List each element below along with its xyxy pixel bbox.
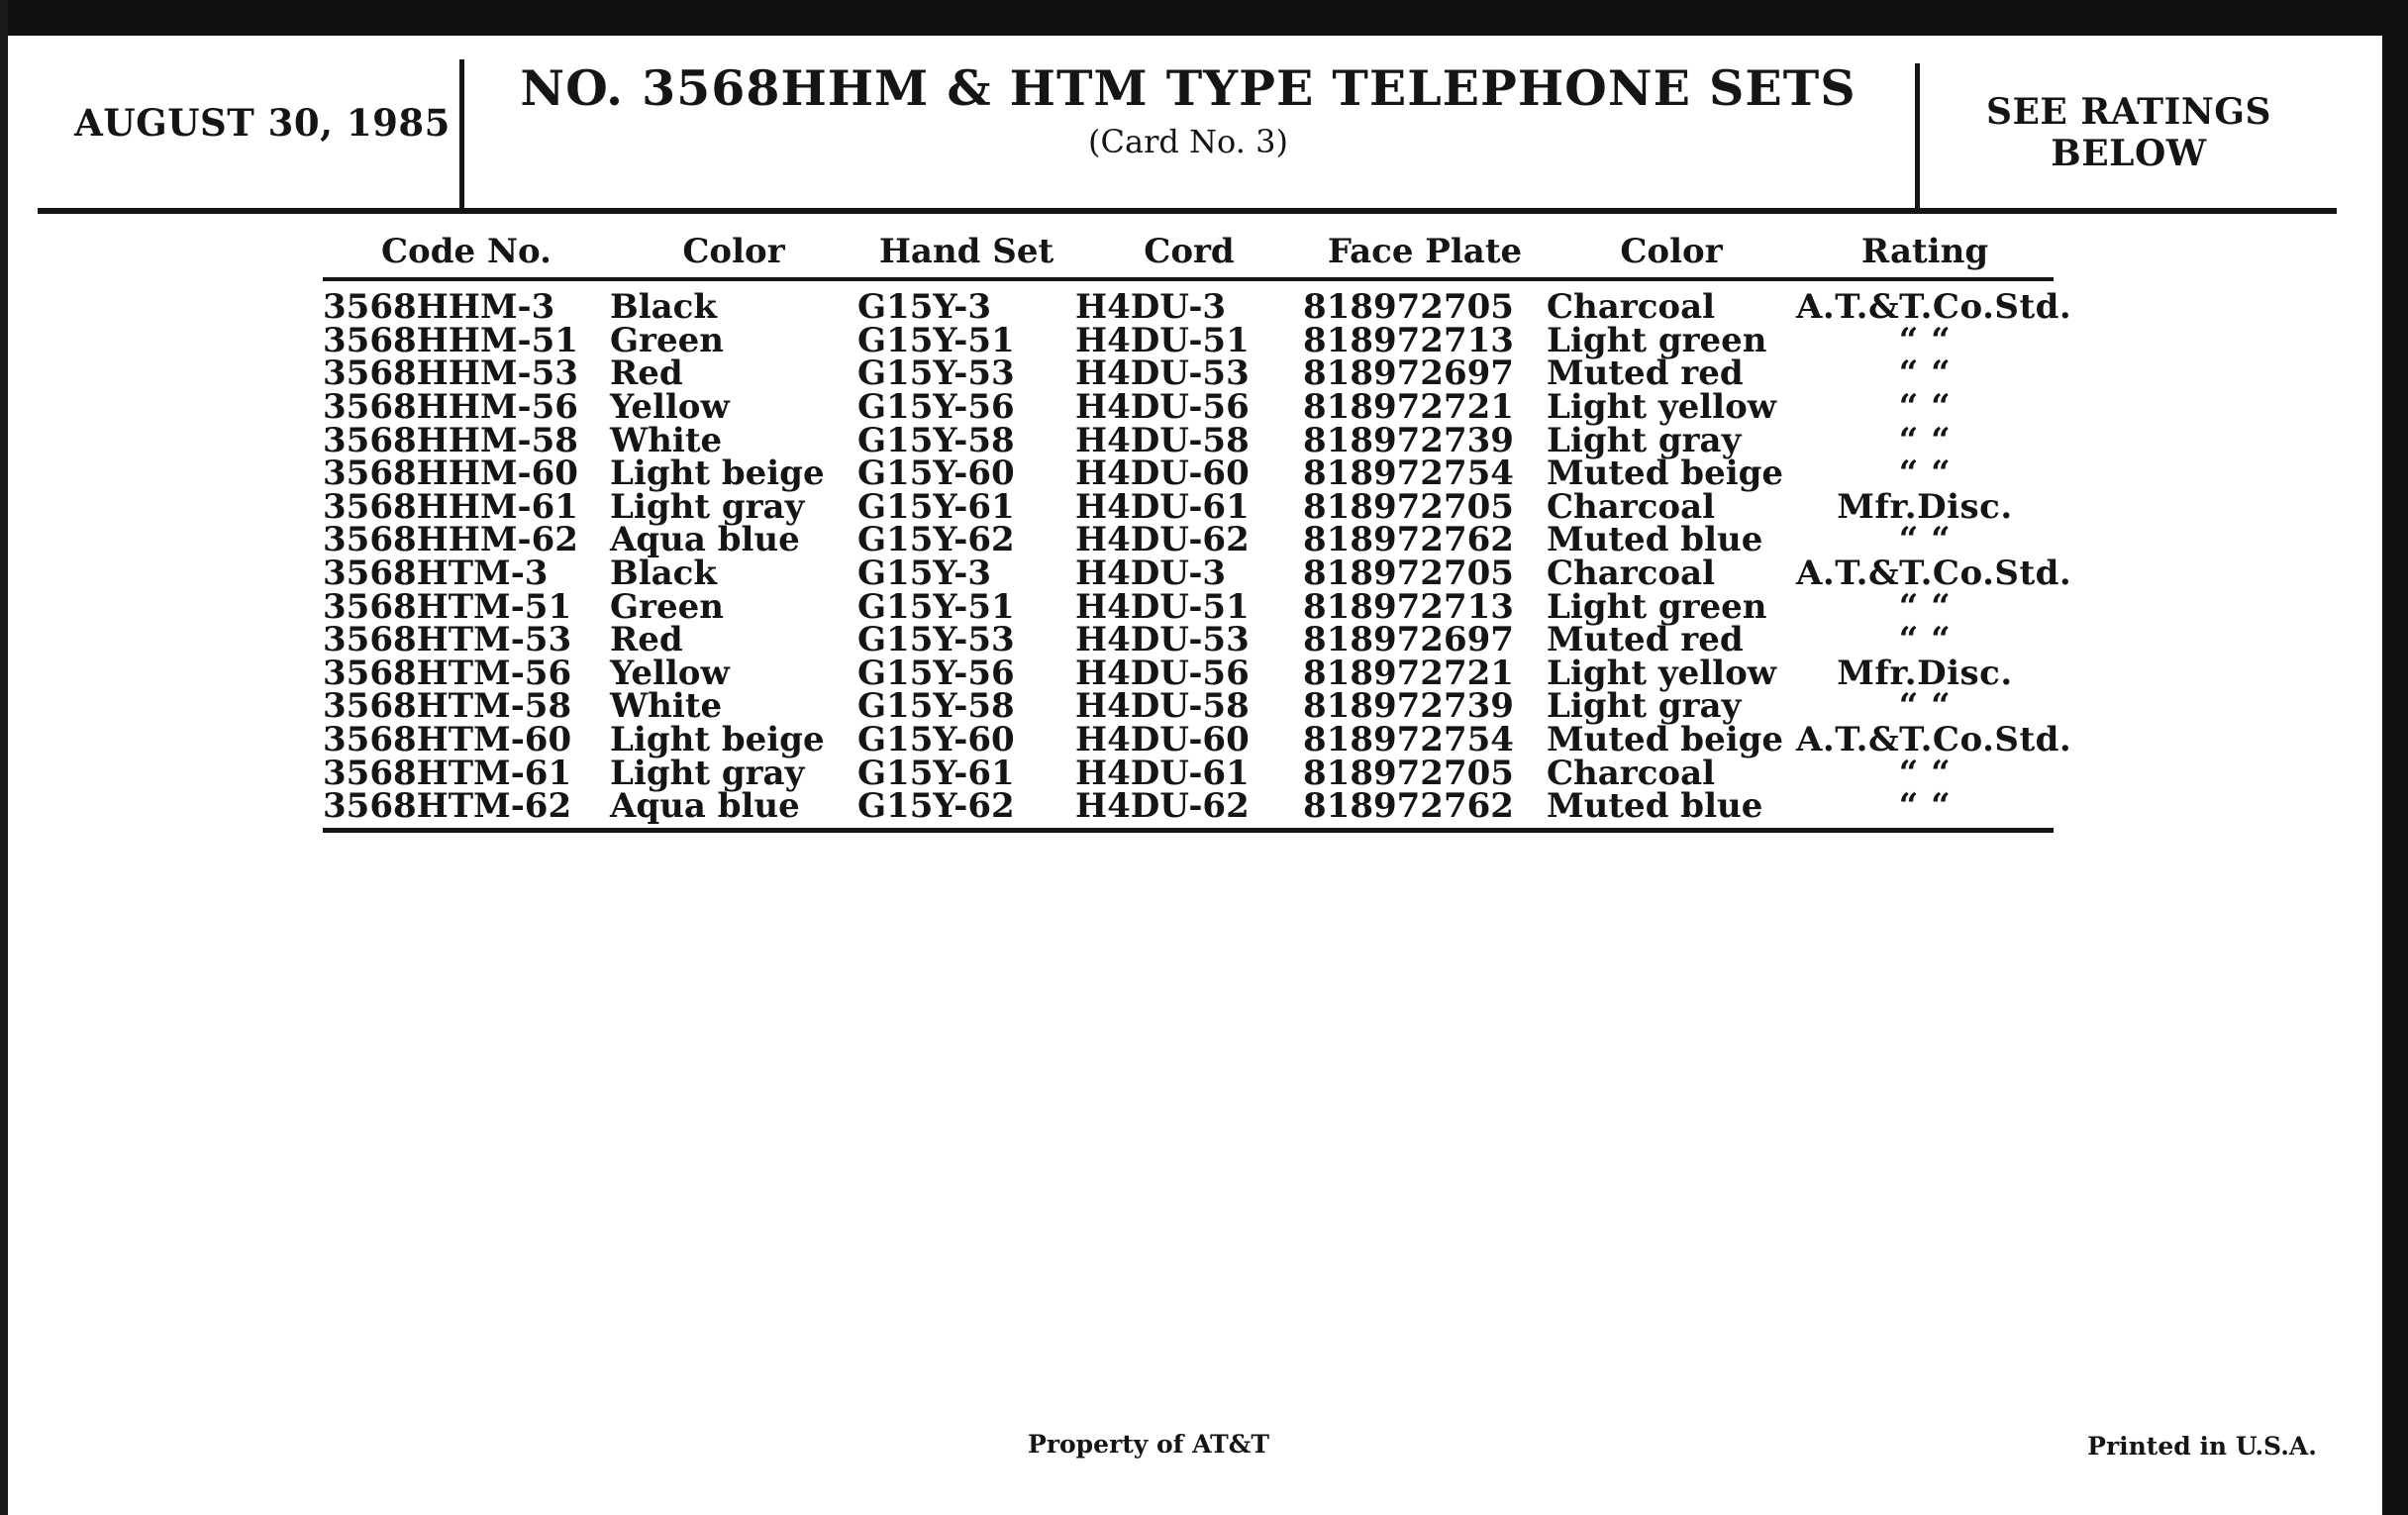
table-row bbox=[323, 657, 2054, 691]
cell-cord: H4DU-56 bbox=[1075, 387, 1250, 428]
cell-cord: H4DU-60 bbox=[1075, 454, 1250, 494]
cell-plate-color: Light yellow bbox=[1547, 653, 1777, 693]
table-row bbox=[323, 457, 2054, 491]
cell-plate-color: Charcoal bbox=[1547, 287, 1716, 328]
cell-cord: H4DU-61 bbox=[1075, 486, 1250, 527]
table-row bbox=[323, 590, 2054, 624]
table-row bbox=[323, 424, 2054, 457]
cell-face-plate: 818972705 bbox=[1303, 753, 1514, 793]
cell-cord: H4DU-61 bbox=[1075, 753, 1250, 793]
cell-rating: A.T.&T.Co.Std. bbox=[1796, 720, 2072, 760]
cell-hand-set: G15Y-58 bbox=[857, 686, 1015, 727]
cell-color: Aqua blue bbox=[610, 790, 857, 830]
cell-hand-set: G15Y-62 bbox=[857, 520, 1015, 560]
cell-code-no: 3568HHM-60 bbox=[323, 454, 578, 494]
scan-border-right bbox=[2382, 0, 2408, 1515]
cell-code-no: 3568HHM-51 bbox=[323, 320, 578, 360]
cell-hand-set: G15Y-61 bbox=[857, 753, 1015, 793]
cell-rating: A.T.&T.Co.Std. bbox=[1796, 287, 2072, 328]
cell-face-plate: 818972754 bbox=[1303, 720, 1514, 760]
cell-cord: H4DU-51 bbox=[1075, 586, 1250, 627]
cell-plate-color: Light gray bbox=[1547, 686, 1742, 727]
cell-plate-color: Light green bbox=[1547, 320, 1767, 360]
cell-cord: H4DU-58 bbox=[1075, 420, 1250, 460]
header-rule bbox=[38, 208, 2337, 214]
cell-code-no: 3568HTM-3 bbox=[323, 554, 549, 594]
cell-code-no: 3568HTM-60 bbox=[323, 720, 572, 760]
cell-code-no: 3568HHM-61 bbox=[323, 486, 578, 527]
cell-hand-set: G15Y-60 bbox=[857, 454, 1015, 494]
table-row bbox=[323, 757, 2054, 790]
cell-code-no: 3568HTM-58 bbox=[323, 686, 572, 727]
col-header-rating: Rating bbox=[1796, 226, 2054, 279]
cell-face-plate: 818972721 bbox=[1303, 387, 1514, 428]
cell-plate-color: Light yellow bbox=[1547, 387, 1777, 428]
cell-color: Yellow bbox=[610, 653, 730, 693]
cell-code-no: 3568HHM-58 bbox=[323, 420, 578, 460]
table-row bbox=[323, 357, 2054, 391]
cell-rating: “ “ bbox=[1898, 387, 1952, 428]
header-divider-left bbox=[459, 59, 464, 210]
cell-plate-color: Muted beige bbox=[1547, 454, 1784, 494]
cell-rating: “ “ bbox=[1898, 354, 1952, 394]
cell-cord: H4DU-3 bbox=[1075, 554, 1227, 594]
col-header-code-no: Code No. bbox=[323, 226, 610, 279]
cell-face-plate: 818972721 bbox=[1303, 653, 1514, 693]
table-header-row bbox=[323, 226, 2054, 279]
cell-hand-set: G15Y-3 bbox=[857, 554, 991, 594]
cell-face-plate: 818972705 bbox=[1303, 554, 1514, 594]
cell-face-plate: 818972697 bbox=[1303, 354, 1514, 394]
cell-code-no: 3568HHM-62 bbox=[323, 520, 578, 560]
cell-rating: “ “ bbox=[1898, 454, 1952, 494]
cell-plate-color: Muted blue bbox=[1547, 520, 1763, 560]
table-row bbox=[323, 524, 2054, 557]
cell-cord: H4DU-60 bbox=[1075, 720, 1250, 760]
table-row bbox=[323, 724, 2054, 758]
table-row bbox=[323, 624, 2054, 657]
cell-plate-color: Muted red bbox=[1547, 620, 1744, 660]
cell-plate-color: Light green bbox=[1547, 586, 1767, 627]
cell-plate-color: Charcoal bbox=[1547, 753, 1716, 793]
cell-plate-color: Muted blue bbox=[1547, 790, 1796, 830]
cell-color: Green bbox=[610, 320, 724, 360]
cell-face-plate: 818972739 bbox=[1303, 420, 1514, 460]
cell-code-no: 3568HHM-3 bbox=[323, 287, 555, 328]
table-row bbox=[323, 790, 2054, 830]
cell-color: Light gray bbox=[610, 753, 805, 793]
cell-face-plate: 818972713 bbox=[1303, 586, 1514, 627]
cell-face-plate: 818972754 bbox=[1303, 454, 1514, 494]
cell-cord: H4DU-3 bbox=[1075, 287, 1227, 328]
header-divider-right bbox=[1915, 63, 1920, 210]
cell-rating: “ “ bbox=[1898, 520, 1952, 560]
cell-cord: H4DU-56 bbox=[1075, 653, 1250, 693]
cell-color: Light beige bbox=[610, 720, 825, 760]
cell-code-no: 3568HTM-51 bbox=[323, 586, 572, 627]
cell-color: Light gray bbox=[610, 486, 805, 527]
scan-border-top bbox=[0, 0, 2408, 36]
cell-face-plate: 818972705 bbox=[1303, 486, 1514, 527]
col-header-cord: Cord bbox=[1075, 226, 1303, 279]
cell-cord: H4DU-53 bbox=[1075, 354, 1250, 394]
table-row bbox=[323, 491, 2054, 525]
cell-plate-color: Muted beige bbox=[1547, 720, 1784, 760]
cell-code-no: 3568HTM-53 bbox=[323, 620, 572, 660]
cell-rating: “ “ bbox=[1796, 790, 2054, 830]
cell-code-no: 3568HTM-62 bbox=[323, 790, 610, 830]
cell-color: Black bbox=[610, 554, 717, 594]
cell-hand-set: G15Y-61 bbox=[857, 486, 1015, 527]
cell-hand-set: G15Y-53 bbox=[857, 354, 1015, 394]
cell-hand-set: G15Y-56 bbox=[857, 653, 1015, 693]
ratings-note-line2: BELOW bbox=[2051, 133, 2207, 174]
card-date: AUGUST 30, 1985 bbox=[74, 101, 451, 145]
cell-hand-set: G15Y-51 bbox=[857, 586, 1015, 627]
table-row bbox=[323, 557, 2054, 591]
cell-rating: “ “ bbox=[1898, 686, 1952, 727]
col-header-plate-color: Color bbox=[1547, 226, 1796, 279]
scan-border-left bbox=[0, 0, 8, 1515]
table-row bbox=[323, 690, 2054, 724]
cell-color: Yellow bbox=[610, 387, 730, 428]
cell-color: Red bbox=[610, 620, 683, 660]
cell-code-no: 3568HTM-61 bbox=[323, 753, 572, 793]
cell-plate-color: Muted red bbox=[1547, 354, 1744, 394]
table-row bbox=[323, 325, 2054, 358]
table-body bbox=[323, 279, 2072, 830]
cell-rating: “ “ bbox=[1898, 420, 1952, 460]
card-subtitle: (Card No. 3) bbox=[1088, 123, 1288, 160]
cell-rating: Mfr.Disc. bbox=[1837, 653, 2013, 693]
cell-rating: “ “ bbox=[1898, 320, 1952, 360]
cell-cord: H4DU-53 bbox=[1075, 620, 1250, 660]
cell-face-plate: 818972739 bbox=[1303, 686, 1514, 727]
cell-face-plate: 818972705 bbox=[1303, 287, 1514, 328]
cell-cord: H4DU-58 bbox=[1075, 686, 1250, 727]
sets-table bbox=[323, 226, 2072, 833]
footer-printed: Printed in U.S.A. bbox=[2087, 1432, 2317, 1461]
cell-code-no: 3568HHM-53 bbox=[323, 354, 578, 394]
cell-plate-color: Charcoal bbox=[1547, 486, 1716, 527]
col-header-color: Color bbox=[610, 226, 857, 279]
cell-rating: “ “ bbox=[1898, 753, 1952, 793]
col-header-face-plate: Face Plate bbox=[1303, 226, 1547, 279]
cell-code-no: 3568HTM-56 bbox=[323, 653, 572, 693]
cell-face-plate: 818972713 bbox=[1303, 320, 1514, 360]
cell-hand-set: G15Y-62 bbox=[857, 790, 1075, 830]
col-header-hand-set: Hand Set bbox=[857, 226, 1075, 279]
cell-code-no: 3568HHM-56 bbox=[323, 387, 578, 428]
cell-color: Light beige bbox=[610, 454, 825, 494]
ratings-note bbox=[1941, 91, 2317, 174]
telephone-sets-table bbox=[323, 226, 2072, 833]
cell-hand-set: G15Y-56 bbox=[857, 387, 1015, 428]
cell-cord: H4DU-51 bbox=[1075, 320, 1250, 360]
cell-color: Black bbox=[610, 287, 717, 328]
table-row bbox=[323, 391, 2054, 425]
cell-plate-color: Charcoal bbox=[1547, 554, 1716, 594]
cell-color: Red bbox=[610, 354, 683, 394]
cell-hand-set: G15Y-53 bbox=[857, 620, 1015, 660]
cell-color: White bbox=[610, 686, 723, 727]
cell-cord: H4DU-62 bbox=[1075, 790, 1303, 830]
cell-color: White bbox=[610, 420, 723, 460]
cell-face-plate: 818972762 bbox=[1303, 520, 1514, 560]
cell-hand-set: G15Y-60 bbox=[857, 720, 1015, 760]
ratings-note-line1: SEE RATINGS bbox=[1985, 91, 2272, 133]
footer-property: Property of AT&T bbox=[1028, 1430, 1269, 1459]
cell-hand-set: G15Y-58 bbox=[857, 420, 1015, 460]
cell-face-plate: 818972697 bbox=[1303, 620, 1514, 660]
cell-face-plate: 818972762 bbox=[1303, 790, 1547, 830]
cell-rating: “ “ bbox=[1898, 586, 1952, 627]
cell-color: Green bbox=[610, 586, 724, 627]
cell-rating: Mfr.Disc. bbox=[1837, 486, 2013, 527]
cell-cord: H4DU-62 bbox=[1075, 520, 1250, 560]
cell-rating: A.T.&T.Co.Std. bbox=[1796, 554, 2072, 594]
cell-rating: “ “ bbox=[1898, 620, 1952, 660]
cell-color: Aqua blue bbox=[610, 520, 800, 560]
cell-plate-color: Light gray bbox=[1547, 420, 1742, 460]
table-row bbox=[323, 279, 2054, 325]
cell-hand-set: G15Y-3 bbox=[857, 287, 991, 328]
cell-hand-set: G15Y-51 bbox=[857, 320, 1015, 360]
card-title: NO. 3568HHM & HTM TYPE TELEPHONE SETS bbox=[520, 59, 1856, 117]
